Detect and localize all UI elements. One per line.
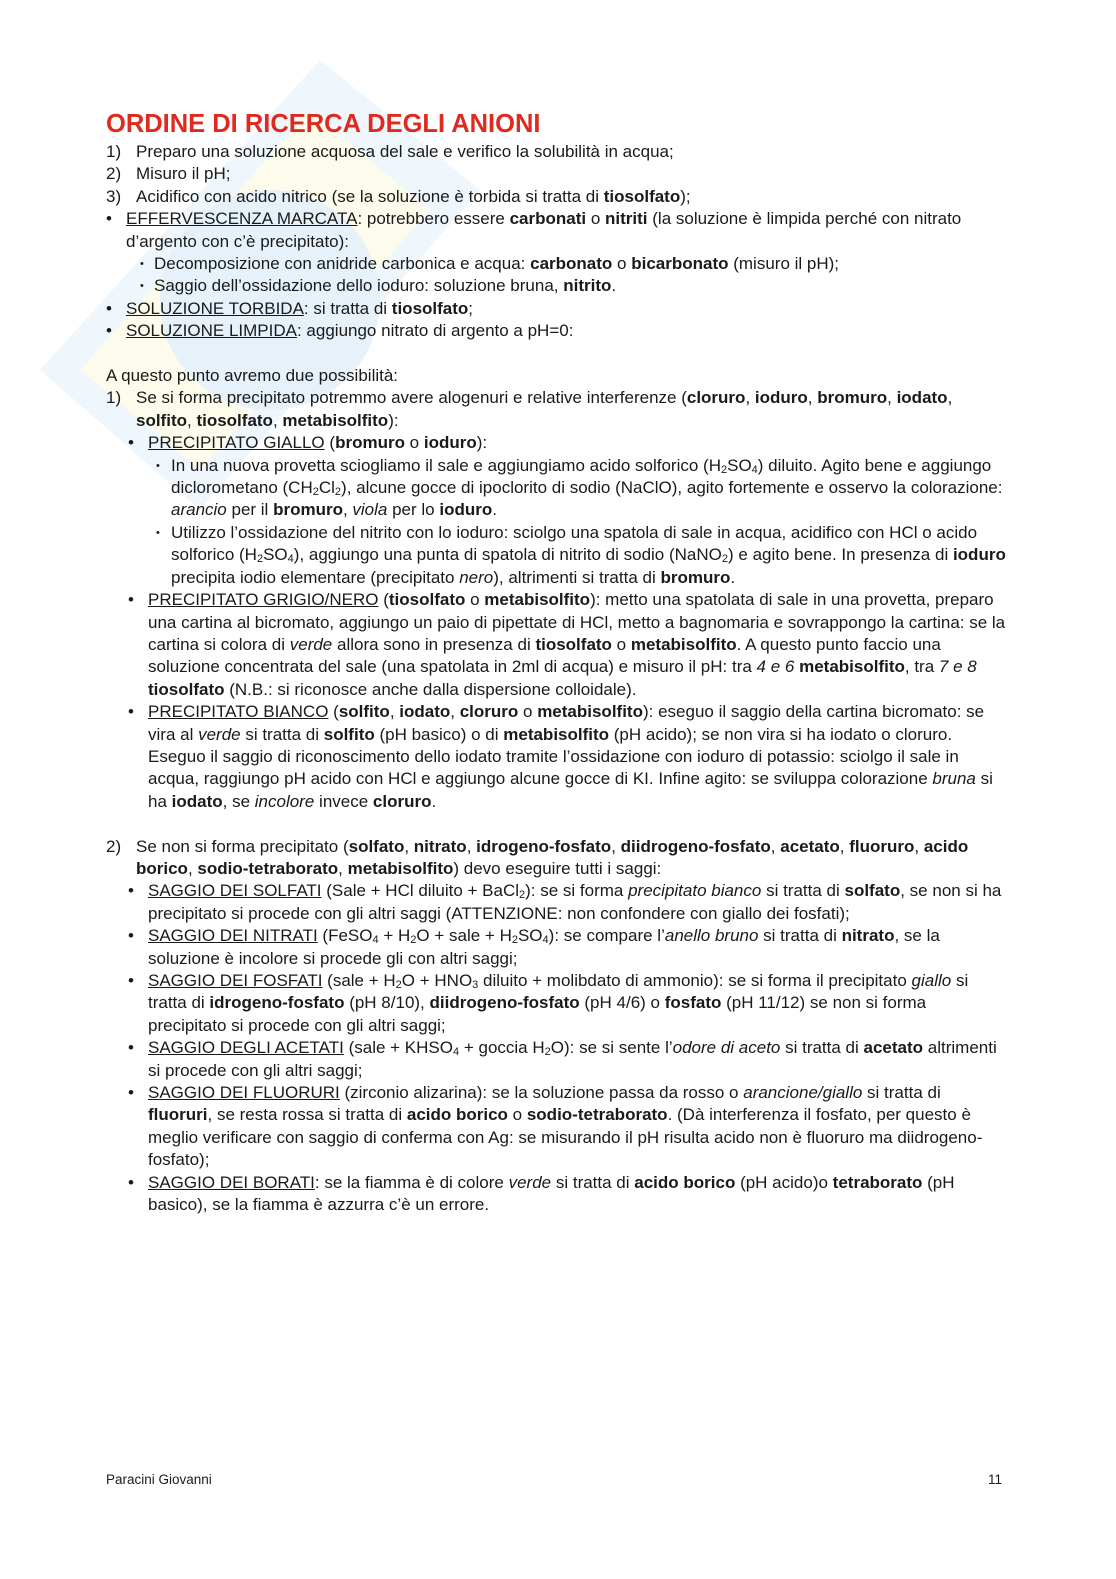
- spacer: [106, 343, 1006, 365]
- bianco-item: • PRECIPITATO BIANCO (solfito, iodato, cloruro o metabisolfito): eseguo il saggio della cartina bicromato: se vira al verde si tratta di solfito (pH basico) o di metabisolfito (pH acido); se non vira si ha iodato o cloruro. Eseguo il saggio di riconoscimento dello iodato tramite l’ossidazione con ioduro di potassio: sciolgo il sale in acqua, raggiungo pH acido con HCl e aggiungo alcune gocce di KI. Infine agito: se sviluppa colorazione bruna si ha iodato, se incolore invece cloruro.: [128, 702, 993, 811]
- step-2: 2) Misuro il pH;: [106, 164, 231, 184]
- case-2: 2) Se non si forma precipitato (solfato, nitrato, idrogeno-fosfato, diidrogeno-fosfato, acetato, fluoruro, acido borico, sodio-tetraborato, metabisolfito) devo eseguire tutti i saggi:: [106, 836, 969, 878]
- grigio-item: • PRECIPITATO GRIGIO/NERO (tiosolfato o metabisolfito): metto una spatolata di sale in una provetta, preparo una cartina al bicromato, aggiungo un paio di pipettate di HCl, metto a bagnomaria e sovrappongo la cartina: se la cartina si colora di verde allora sono in presenza di tiosolfato o metabisolfito. A questo punto faccio una soluzione concentrata del sale (una spatolata in 2ml di acqua) e misuro il pH: tra 4 e 6 metabisolfito, tra 7 e 8 tiosolfato (N.B.: si riconosce anche dalla dispersione colloidale).: [128, 590, 1006, 699]
- saggio-nitrati: • SAGGIO DEI NITRATI (FeSO$_4$ + $H_2O$ + sale + $H_2SO_4$): se compare l’anello bruno si tratta di nitrato, se la soluzione è incolore si procede gli con altri saggi;: [128, 926, 940, 968]
- effervescenza-item: • EFFERVESCENZA MARCATA: potrebbero essere carbonati o nitriti (la soluzione è limpida perché con nitrato d’argento con c’è precipitato):: [106, 209, 962, 251]
- giallo-item: • PRECIPITATO GIALLO (bromuro o ioduro):: [128, 433, 488, 453]
- intro-possibilities: A questo punto avremo due possibilità:: [106, 366, 399, 386]
- effervescenza-sub-2: • Saggio dell’ossidazione dello ioduro: soluzione bruna, nitrito.: [140, 276, 617, 296]
- saggio-fluoruri: • SAGGIO DEI FLUORURI (zirconio alizarina): se la soluzione passa da rosso o arancione/giallo si tratta di fluoruri, se resta rossa si tratta di acido borico o sodio-tetraborato. (Dà interferenza il fosfato, per questo è meglio verificare con saggio di conferma con Ag: se misurando il pH risulta acido non è fluoruro ma diidrogeno-fosfato);: [128, 1083, 983, 1170]
- step-1: 1) Preparo una soluzione acquosa del sale e verifico la solubilità in acqua;: [106, 142, 674, 161]
- saggio-borati: • SAGGIO DEI BORATI: se la fiamma è di colore verde si tratta di acido borico (pH acido)o tetraborato (pH basico), se la fiamma è azzurra c’è un errore.: [128, 1172, 955, 1215]
- saggio-solfati: • SAGGIO DEI SOLFATI (Sale + HCl diluito + BaCl$_2$): se si forma precipitato bianco si tratta di solfato, se non si ha precipitato si procede con gli altri saggi (ATTENZIONE: non confondere con giallo dei fosfati);: [128, 881, 1002, 923]
- spacer: [106, 813, 1006, 835]
- effervescenza-sub-1: • Decomposizione con anidride carbonica e acqua: carbonato o bicarbonato (misuro il pH);: [140, 254, 840, 274]
- page-title: ORDINE DI RICERCA DEGLI ANIONI: [106, 110, 541, 138]
- giallo-sub-1: • In una nuova provetta sciogliamo il sale e aggiungiamo acido solforico $(H_2SO_4)$ diluito. Agito bene e aggiungo diclorometano $(CH_2Cl_2)$, alcune gocce di ipoclorito di sodio (NaClO), agito fortemente e osservo la colorazione: arancio per il bromuro, viola per lo ioduro.: [156, 455, 1003, 520]
- torbida-item: • SOLUZIONE TORBIDA: si tratta di tiosolfato;: [106, 298, 474, 318]
- page-number: 11: [987, 1472, 1002, 1487]
- step-3: 3) Acidifico con acido nitrico (se la soluzione è torbida si tratta di tiosolfato);: [106, 186, 691, 206]
- document-content: [106, 108, 1006, 1216]
- case-1: 1) Se si forma precipitato potremmo avere alogenuri e relative interferenze (cloruro, ioduro, bromuro, iodato, solfito, tiosolfato, metabisolfito):: [106, 388, 953, 430]
- limpida-item: • SOLUZIONE LIMPIDA: aggiungo nitrato di argento a pH=0:: [106, 321, 574, 341]
- saggio-acetati: • SAGGIO DEGLI ACETATI (sale + $KHSO_4$ + goccia $H_2O$): se si sente l’odore di aceto si tratta di acetato altrimenti si procede con gli altri saggi;: [128, 1038, 997, 1080]
- giallo-sub-2: • Utilizzo l’ossidazione del nitrito con lo ioduro: sciolgo una spatola di sale in acqua, acidifico con HCl o acido solforico $(H_2SO_4)$, aggiungo una punta di spatola di nitrito di sodio (NaNO$_2$) e agito bene. In presenza di ioduro precipita iodio elementare (precipitato nero), altrimenti si tratta di bromuro.: [156, 522, 1006, 587]
- footer-author: Paracini Giovanni: [106, 1472, 212, 1487]
- saggio-fosfati: • SAGGIO DEI FOSFATI (sale + $H_2O + HNO_3$ diluito + molibdato di ammonio): se si forma il precipitato giallo si tratta di idrogeno-fosfato (pH 8/10), diidrogeno-fosfato (pH 4/6) o fosfato (pH 11/12) se non si forma precipitato si procede con gli altri saggi;: [128, 971, 969, 1035]
